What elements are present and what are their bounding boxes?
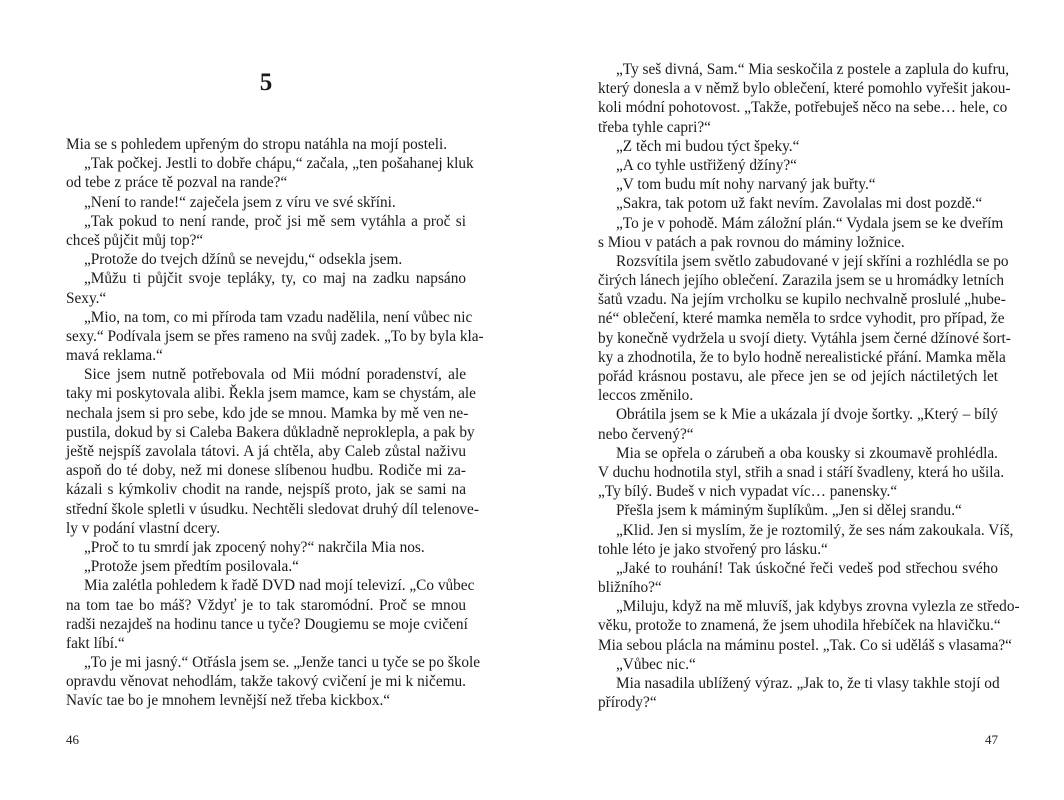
text-line: Mia sebou plácla na máminu postel. „Tak. Co si uděláš s vlasama?“	[598, 636, 1012, 654]
text-line: Mia se s pohledem upřeným do stropu natáhla na mojí posteli.	[66, 136, 448, 153]
page-number-right: 47	[985, 732, 998, 747]
text-line: „Sakra, tak potom už fakt nevím. Zavolalas mi dost pozdě.“	[616, 195, 983, 213]
text-line: pustila, dokud by si Caleba Bakera důkladně neproklepla, a pak by	[66, 423, 475, 441]
text-line: Rozsvítila jsem světlo zabudované v její skříni a rozhlédla se po	[616, 252, 1009, 270]
text-line: „Ty bílý. Budeš v nich vypadat víc… panensky.“	[598, 483, 898, 501]
text-line: „To je v pohodě. Mám záložní plán.“ Vydala jsem se ke dveřím	[616, 214, 1004, 232]
text-line: Sexy.“	[66, 289, 107, 307]
text-line: čirých lánech jejího oblečení. Zarazila jsem se u hromádky letních	[598, 272, 1005, 290]
text-line: mavá reklama.“	[66, 347, 163, 365]
text-line: věku, protože to znamená, že jsem uhodila hřebíček na hlavičku.“	[598, 617, 1001, 635]
text-line: nechala jsem si pro sebe, kdo jde se mnou. Mamka by mě ven ne-	[66, 404, 469, 422]
text-line: který donesla a v němž bylo oblečení, které pomohlo vyřešit jakou-	[598, 80, 1011, 98]
text-line: nebo červený?“	[598, 425, 694, 443]
text-line: taky mi poskytovala alibi. Řekla jsem mamce, kam se chystám, ale	[66, 385, 476, 403]
chapter-number: 5	[259, 69, 273, 96]
text-line: Mia zalétla pohledem k řadě DVD nad mojí televizí. „Co vůbec	[84, 577, 475, 595]
text-line: aspoň do té doby, než mi donese slíbenou hudbu. Rodiče mi za-	[66, 462, 466, 480]
text-line: bližního?“	[598, 579, 662, 597]
text-line: od tebe z práce tě pozval na rande?“	[66, 174, 288, 192]
text-line: chceš půjčit můj top?“	[66, 231, 204, 249]
text-line: sexy.“ Podívala jsem se přes rameno na svůj zadek. „To by byla kla-	[66, 327, 484, 345]
text-line: „Můžu ti půjčit svoje tepláky, ty, co maj na zadku napsáno	[84, 270, 466, 288]
page-number-left: 46	[66, 732, 79, 747]
text-line: „Tak počkej. Jestli to dobře chápu,“ začala, „ten pošahanej kluk	[84, 155, 474, 173]
text-line: koli módní pohotovost. „Takže, potřebuješ něco na sebe… hele, co	[598, 99, 1008, 117]
text-line: „Vůbec nic.“	[616, 655, 696, 673]
text-line: „Proč to tu smrdí jak zpocený nohy?“ nakrčila Mia nos.	[84, 538, 425, 556]
text-line: Mia nasadila ublížený výraz. „Jak to, že ti vlasy takhle stojí od	[616, 675, 1000, 692]
text-line: by konečně vydržela u svojí diety. Vytáhla jsem černé džínové šort-	[598, 329, 1011, 347]
text-line: „Miluju, když na mě mluvíš, jak kdybys zrovna vylezla ze středo-	[616, 598, 1020, 616]
text-line: s Miou v patách a pak rovnou do máminy ložnice.	[598, 233, 905, 251]
text-line: tohle léto je jako stvořený pro lásku.“	[598, 540, 828, 558]
text-line: Mia se opřela o zárubeň a oba kousky si zkoumavě prohlédla.	[616, 444, 998, 462]
text-line: třeba tyhle capri?“	[598, 118, 711, 136]
text-line: „To je mi jasný.“ Otřásla jsem se. „Jenže tanci u tyče se po škole	[84, 654, 481, 672]
text-line: „Protože jsem předtím posilovala.“	[84, 558, 299, 576]
text-line: na tom tae bo máš? Vždyť je to tak staromódní. Proč se mnou	[66, 596, 466, 614]
text-line: ještě nejspíš zavolala tátovi. A já chtěla, aby Caleb zůstal naživu	[66, 443, 466, 460]
text-line: Přešla jsem k máminým šuplíkům. „Jen si dělej srandu.“	[616, 502, 962, 520]
text-line: „Není to rande!“ zaječela jsem z víru ve své skříni.	[84, 193, 396, 211]
right-page	[532, 0, 1064, 800]
text-line: kázali s kýmkoliv chodit na rande, nejspíš proto, jak se sami na	[66, 481, 466, 499]
text-line: „Z těch mi budou týct špeky.“	[616, 137, 800, 155]
text-line: „V tom budu mít nohy narvaný jak buřty.“	[616, 176, 876, 194]
text-line: šatů vzadu. Na jejím vrcholku se kupilo nechvalně proslulé „hube-	[598, 291, 1006, 309]
text-line: přírody?“	[598, 694, 657, 712]
text-line: Sice jsem nutně potřebovala od Mii módní poradenství, ale	[84, 366, 466, 384]
text-line: né“ oblečení, které mamka neměla to srdce vyhodit, pro případ, že	[598, 310, 1005, 328]
text-line: opravdu věnovat nehodlám, takže takový cvičení je mi k ničemu.	[66, 673, 466, 691]
text-line: „Klid. Jen si myslím, že je roztomilý, že ses nám zakoukala. Víš,	[616, 521, 1014, 539]
text-line: fakt líbí.“	[66, 634, 125, 652]
left-page-text	[66, 135, 484, 711]
text-line: střední škole spletli v úsudku. Nechtěli sledovat druhý díl telenove-	[66, 500, 479, 518]
text-line: radši nezajdeš na hodinu tance u tyče? Dougiemu se moje cvičení	[66, 615, 468, 633]
text-line: pořád krásnou postavu, ale přece jen se od jejích náctiletých let	[598, 368, 998, 385]
text-line: leccos změnilo.	[598, 387, 694, 405]
text-line: Navíc tae bo je mnohem levnější než třeba kickbox.“	[66, 692, 391, 710]
text-line: „Protože do tvejch džínů se nevejdu,“ odsekla jsem.	[84, 251, 403, 269]
text-line: V duchu hodnotila styl, střih a snad i stáří švadleny, která ho ušila.	[598, 463, 1005, 481]
right-page-text	[598, 60, 1020, 712]
text-line: „Tak pokud to není rande, proč jsi mě sem vytáhla a proč si	[84, 212, 466, 230]
text-line: ly v podání vlastní dcery.	[66, 519, 221, 537]
text-line: Obrátila jsem se k Mie a ukázala jí dvoje šortky. „Který – bílý	[616, 406, 998, 424]
text-line: „Mio, na tom, co mi příroda tam vzadu nadělila, není vůbec nic	[84, 308, 473, 326]
text-line: „Jaké to rouhání! Tak úskočné řeči vedeš pod střechou svého	[616, 559, 998, 577]
text-line: „Ty seš divná, Sam.“ Mia seskočila z postele a zaplula do kufru,	[616, 61, 1010, 78]
text-line: ky a zhodnotila, že to bylo hodně nerealistické přání. Mamka měla	[598, 348, 1006, 366]
text-line: „A co tyhle ustřižený džíny?“	[616, 156, 797, 174]
